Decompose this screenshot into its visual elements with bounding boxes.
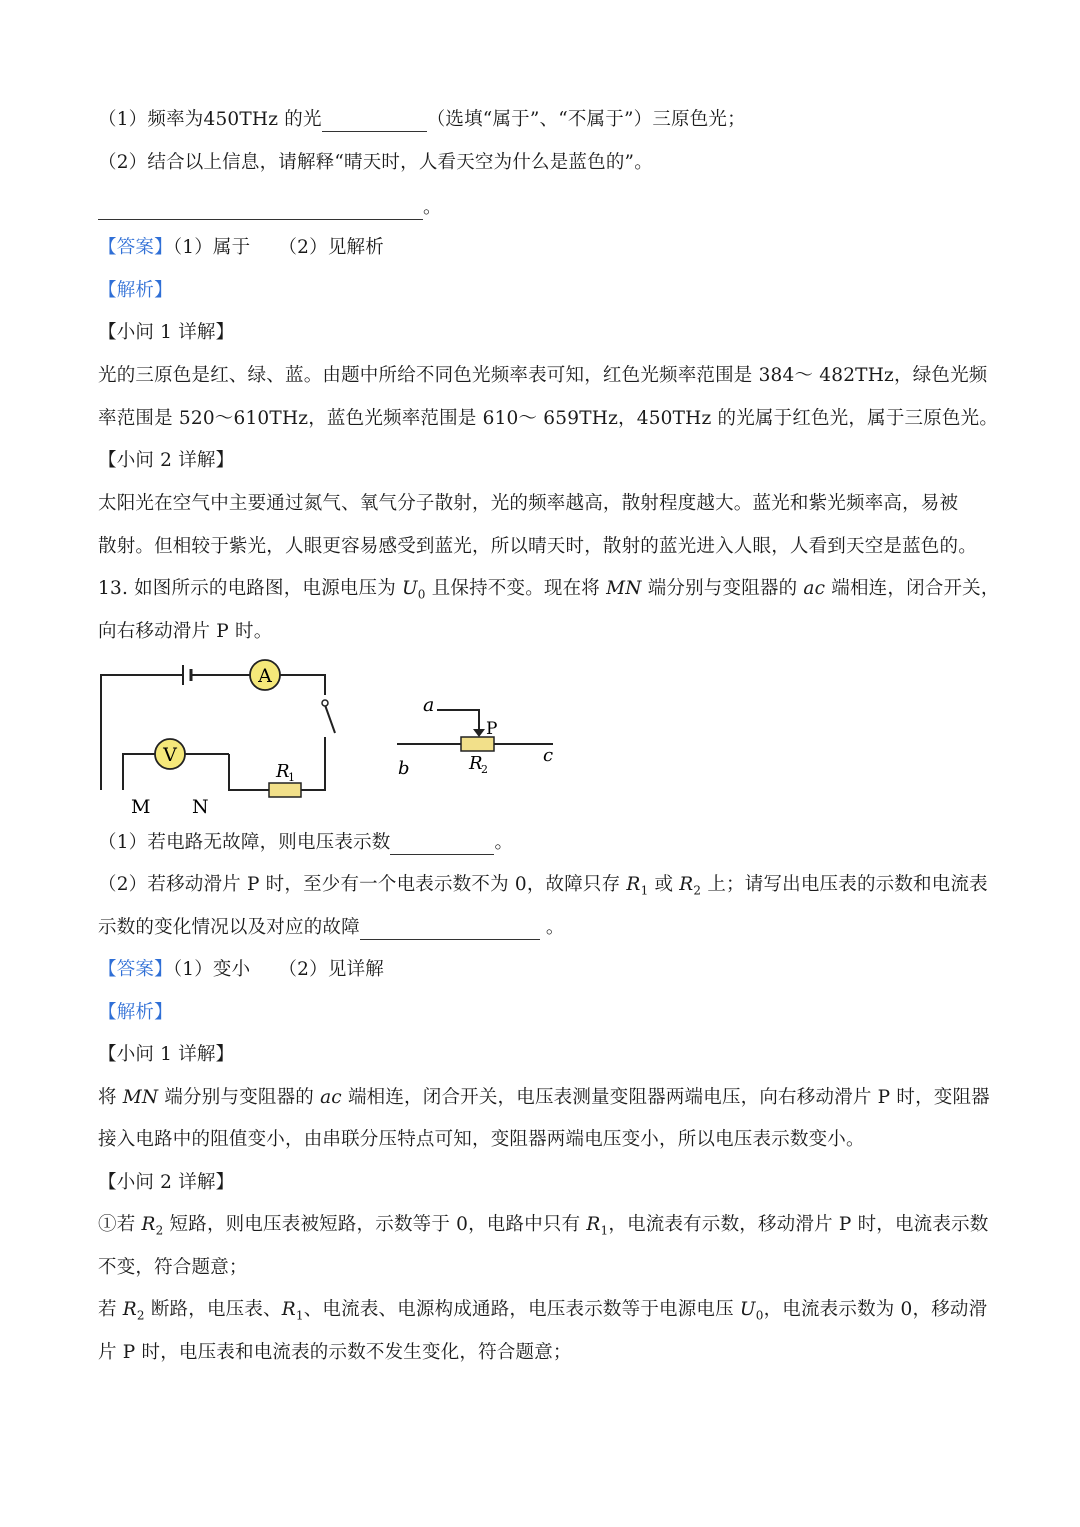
answer-blank[interactable] <box>322 111 427 132</box>
slider-arrow-icon <box>473 729 485 737</box>
var: R <box>122 1299 137 1320</box>
text: 、电流表、电源构成通路，电压表示数等于电源电压 <box>303 1299 740 1320</box>
text: ，电流表示数为 0，移动滑 <box>763 1299 988 1320</box>
var: MN <box>606 578 642 599</box>
sub-question-heading: 【小问 1 详解】 <box>98 1044 235 1065</box>
text: 端相连，闭合开关，电压表测量变阻器两端电压，向右移动滑片 P 时，变阻器 <box>341 1087 990 1108</box>
terminal-b-label: b <box>398 758 410 779</box>
r2-sub: 2 <box>481 763 488 776</box>
sub: 0 <box>417 587 426 602</box>
paragraph <box>98 1213 988 1243</box>
question-13-part2 <box>98 873 988 903</box>
terminal-a-label: a <box>423 694 435 716</box>
switch-contact <box>322 700 328 706</box>
var: ac <box>803 578 826 599</box>
answer-line-13 <box>98 958 988 982</box>
text: 。 <box>539 917 565 938</box>
text: 且保持不变。现在将 <box>425 578 607 599</box>
answer-tag: 【答案】 <box>98 959 173 980</box>
question-12-part2: （2）结合以上信息，请解释“晴天时，人看天空为什么是蓝色的”。 <box>98 152 653 173</box>
slider-p-label: P <box>486 719 498 739</box>
paragraph <box>98 1298 988 1328</box>
sub: 1 <box>640 883 649 898</box>
r1-sub: 1 <box>288 771 295 784</box>
var: U <box>739 1299 756 1320</box>
analysis-tag: 【解析】 <box>98 280 173 301</box>
sub: 2 <box>693 883 702 898</box>
r2-label: R <box>469 753 483 774</box>
paragraph: 太阳光在空气中主要通过氮气、氧气分子散射，光的频率越高，散射程度越大。蓝光和紫光频率高，易被 <box>98 493 959 514</box>
text: （1）频率为450THz 的光 <box>98 109 322 130</box>
analysis-tag: 【解析】 <box>98 1002 173 1023</box>
var: MN <box>122 1087 159 1108</box>
rheostat-r2 <box>461 737 494 751</box>
question-13-stem <box>98 577 1000 607</box>
r1-label: R <box>276 761 290 782</box>
var: R <box>679 874 694 895</box>
text: 。 <box>494 832 514 853</box>
answer-blank[interactable] <box>360 919 540 940</box>
text: （选填“属于”、“不属于”）三原色光； <box>426 109 746 130</box>
sub: 1 <box>600 1223 609 1238</box>
paragraph: 接入电路中的阻值变小，由串联分压特点可知，变阻器两端电压变小，所以电压表示数变小。 <box>98 1129 865 1150</box>
answer-line-12 <box>98 236 988 260</box>
sub: 1 <box>295 1308 304 1323</box>
switch-blade <box>325 705 335 733</box>
sub: 2 <box>136 1308 145 1323</box>
answer-blank[interactable] <box>390 834 494 855</box>
text: 或 <box>648 874 680 895</box>
wire-left-top <box>101 675 183 790</box>
text: 13. 如图所示的电路图，电源电压为 <box>98 578 402 599</box>
answer-tag: 【答案】 <box>98 237 173 258</box>
text: 示数的变化情况以及对应的故障 <box>98 917 360 938</box>
question-13-part1 <box>98 831 988 855</box>
text: 短路，则电压表被短路，示数等于 0，电路中只有 <box>163 1214 587 1235</box>
text: （2）若移动滑片 P 时，至少有一个电表示数不为 0，故障只存 <box>98 874 627 895</box>
sub-question-heading: 【小问 1 详解】 <box>98 322 235 343</box>
answer-text: （1）变小 （2）见详解 <box>172 959 384 980</box>
var: R <box>141 1214 156 1235</box>
paragraph: 不变，符合题意； <box>98 1257 248 1278</box>
question-13-part2-cont <box>98 916 988 940</box>
text: ①若 <box>98 1214 142 1235</box>
question-12-blank-line <box>98 196 988 220</box>
sub: 2 <box>155 1223 164 1238</box>
var: U <box>401 578 418 599</box>
var: R <box>626 874 641 895</box>
text: 断路，电压表、 <box>144 1299 282 1320</box>
text: （1）若电路无故障，则电压表示数 <box>98 832 391 853</box>
text: 若 <box>98 1299 123 1320</box>
sub: 0 <box>755 1308 764 1323</box>
var: R <box>281 1299 296 1320</box>
paragraph: 光的三原色是红、绿、蓝。由题中所给不同色光频率表可知，红色光频率范围是 384～ 482THz，绿色光频 <box>98 365 988 386</box>
question-12-part1 <box>98 108 988 132</box>
terminal-m-label: M <box>131 796 151 818</box>
terminal-n-label: N <box>192 796 209 818</box>
paragraph: 率范围是 520～610THz，蓝色光频率范围是 610～ 659THz，450THz 的光属于红色光，属于三原色光。 <box>98 408 999 429</box>
voltmeter-label: V <box>163 744 177 766</box>
text: ，电流表有示数，移动滑片 P 时，电流表示数 <box>608 1214 989 1235</box>
resistor-r1 <box>269 783 301 797</box>
circuit-diagram <box>95 655 565 820</box>
answer-blank[interactable] <box>98 199 423 220</box>
paragraph: 散射。但相较于紫光，人眼更容易感受到蓝光，所以晴天时，散射的蓝光进入人眼，人看到天空是蓝色的。 <box>98 536 977 557</box>
text: 端相连，闭合开关， <box>825 578 1000 599</box>
text: 。 <box>423 197 442 218</box>
sub-question-heading: 【小问 2 详解】 <box>98 1172 235 1193</box>
var: ac <box>320 1087 342 1108</box>
text: 将 <box>98 1087 123 1108</box>
paragraph: 片 P 时，电压表和电流表的示数不发生变化，符合题意； <box>98 1342 572 1363</box>
terminal-c-label: c <box>543 745 554 766</box>
var: R <box>586 1214 601 1235</box>
ammeter-label: A <box>258 665 272 687</box>
answer-text: （1）属于 （2）见解析 <box>172 237 384 258</box>
paragraph <box>98 1086 988 1110</box>
slider-arm <box>437 710 479 731</box>
text: 端分别与变阻器的 <box>641 578 804 599</box>
question-13-stem-cont: 向右移动滑片 P 时。 <box>98 621 273 642</box>
text: 上；请写出电压表的示数和电流表 <box>701 874 988 895</box>
text: 端分别与变阻器的 <box>158 1087 321 1108</box>
sub-question-heading: 【小问 2 详解】 <box>98 450 235 471</box>
